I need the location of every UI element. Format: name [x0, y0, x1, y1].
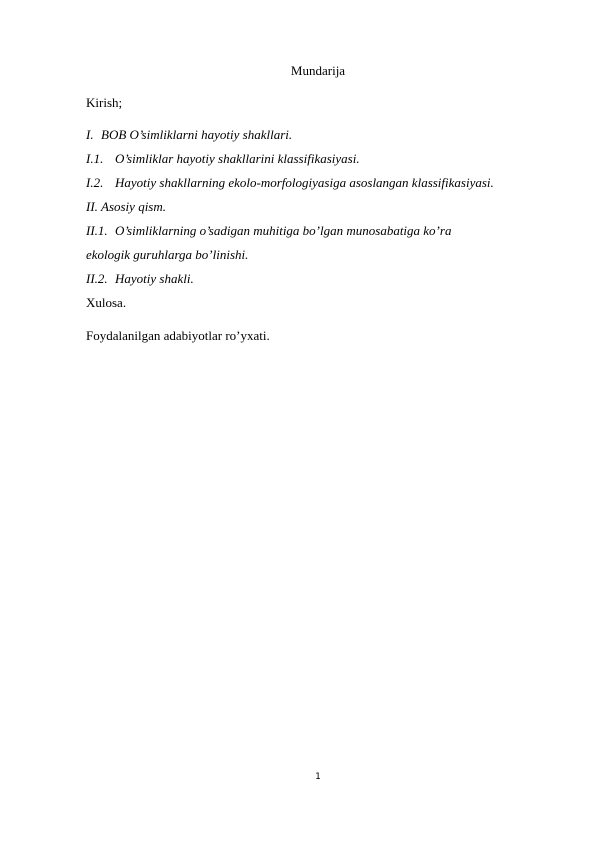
toc-entry-chapter-2 [86, 199, 166, 215]
toc-entry-number: II.2. [86, 271, 108, 286]
toc-entry-references [86, 328, 270, 344]
toc-entry-text: O’simliklarning o’sadigan muhitiga bo’lgan munosabatiga ko’ra [115, 223, 452, 238]
page-title: Mundarija [290, 63, 346, 78]
toc-entry-text: Asosiy qism. [101, 199, 166, 214]
toc-entry-text: Hayotiy shakllarning ekolo-morfologiyasiga asoslangan klassifikasiyasi. [115, 175, 494, 190]
toc-entry-chapter-1 [86, 127, 292, 143]
toc-entry-number: I.2. [86, 175, 104, 190]
toc-entry-section-2-2 [86, 271, 194, 287]
toc-entry-section-1-2 [86, 175, 494, 191]
toc-entry-number: I. [86, 127, 94, 142]
toc-entry-number: II. [86, 199, 98, 214]
toc-entry-text: Foydalanilgan adabiyotlar ro’yxati. [86, 328, 270, 343]
toc-entry-intro [86, 95, 122, 111]
toc-entry-text: BOB O’simliklarni hayotiy shakllari. [101, 127, 293, 142]
toc-entry-section-2-1-continued [86, 247, 248, 263]
toc-entry-text: Xulosa. [86, 295, 127, 310]
toc-entry-section-1-1 [86, 151, 360, 167]
toc-entry-section-2-1 [86, 223, 451, 239]
toc-entry-text: ekologik guruhlarga bo’linishi. [86, 247, 249, 262]
page-number: 1 [315, 772, 321, 782]
toc-entry-text: O’simliklar hayotiy shakllarini klassifikasiyasi. [115, 151, 360, 166]
toc-entry-number: II.1. [86, 223, 108, 238]
toc-entry-text: Kirish; [86, 95, 123, 110]
toc-entry-conclusion [86, 295, 126, 311]
toc-entry-text: Hayotiy shakli. [115, 271, 194, 286]
toc-entry-number: I.1. [86, 151, 104, 166]
